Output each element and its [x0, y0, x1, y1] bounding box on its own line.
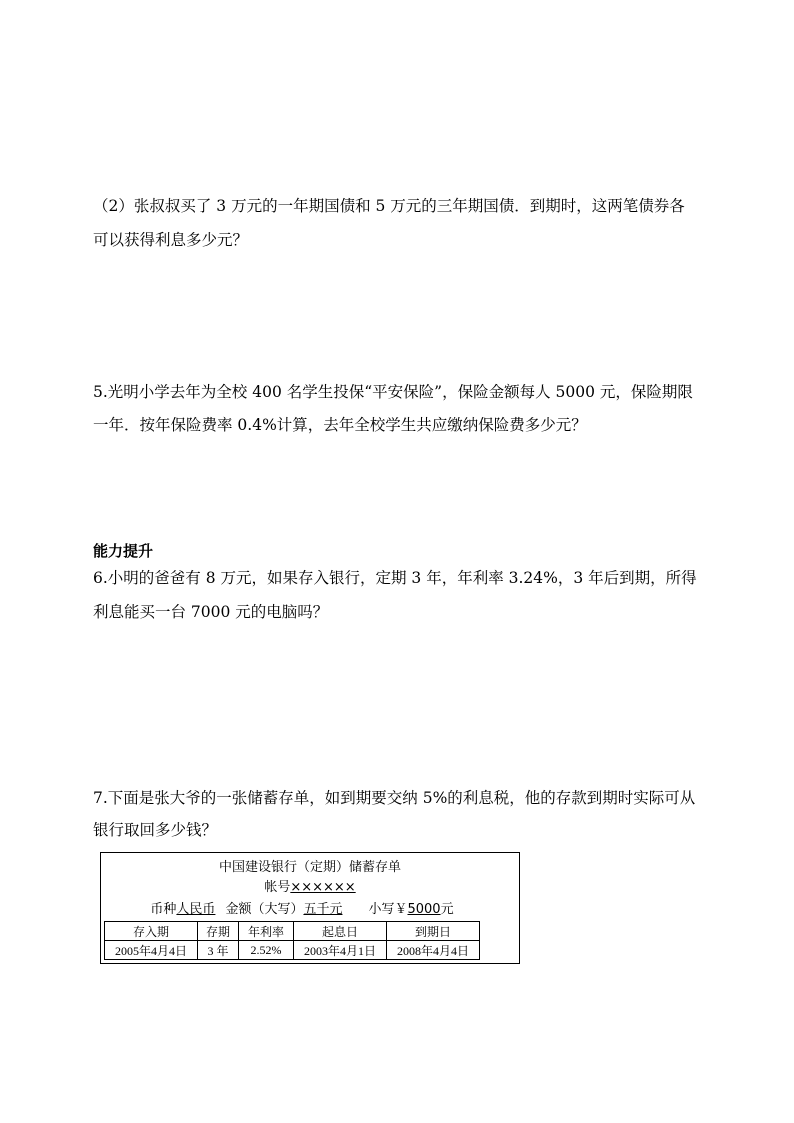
header-annual-rate: 年利率: [239, 922, 294, 941]
amount-upper-label: 金额（大写）: [225, 902, 304, 917]
cell-annual-rate: 2.52%: [239, 941, 294, 960]
question-4-2-line-2: 可以获得利息多少元？: [93, 231, 249, 249]
header-maturity-date: 到期日: [387, 922, 480, 941]
cell-deposit-date: 2005年4月4日: [105, 941, 198, 960]
slip-title: 中国建设银行（定期）储蓄存单: [218, 860, 401, 875]
section-heading: 能力提升: [93, 542, 154, 560]
question-4-2-line-1: （2）张叔叔买了 3 万元的一年期国债和 5 万元的三年期国债．到期时，这两笔债券各: [93, 197, 685, 215]
question-5-line-1: 5.光明小学去年为全校 400 名学生投保“平安保险”，保险金额每人 5000 元，保险期限: [93, 383, 693, 401]
amount-lower-value: 5000: [407, 902, 441, 917]
slip-meta: [93, 901, 511, 919]
question-7-line-2: 银行取回多少钱？: [93, 821, 218, 839]
question-7-line-1: 7.下面是张大爷的一张储蓄存单，如到期要交纳 5%的利息税，他的存款到期时实际可从: [93, 789, 696, 807]
slip-header-row: [105, 922, 480, 941]
cell-interest-start: 2003年4月1日: [294, 941, 387, 960]
amount-lower-unit: 元: [440, 902, 454, 917]
header-term: 存期: [198, 922, 239, 941]
cell-maturity-date: 2008年4月4日: [387, 941, 480, 960]
header-deposit-date: 存入期: [105, 922, 198, 941]
currency-value: 人民币: [176, 902, 216, 917]
amount-upper-value: 五千元: [303, 902, 343, 917]
question-6-line-1: 6.小明的爸爸有 8 万元，如果存入银行，定期 3 年，年利率 3.24%，3 年后到期，所得: [93, 569, 697, 587]
question-5-line-2: 一年．按年保险费率 0.4%计算，去年全校学生共应缴纳保险费多少元？: [93, 416, 587, 434]
slip-table: [104, 921, 480, 960]
slip-data-row: [105, 941, 480, 960]
slip-account: [101, 879, 519, 897]
currency-label: 币种: [150, 902, 177, 917]
amount-lower-label: 小写￥: [368, 902, 408, 917]
header-interest-start: 起息日: [294, 922, 387, 941]
question-6-line-2: 利息能买一台 7000 元的电脑吗？: [93, 603, 329, 621]
deposit-slip: [100, 852, 520, 964]
account-label: 帐号: [264, 880, 291, 895]
account-value: ××××××: [290, 880, 356, 895]
cell-term: 3 年: [198, 941, 239, 960]
